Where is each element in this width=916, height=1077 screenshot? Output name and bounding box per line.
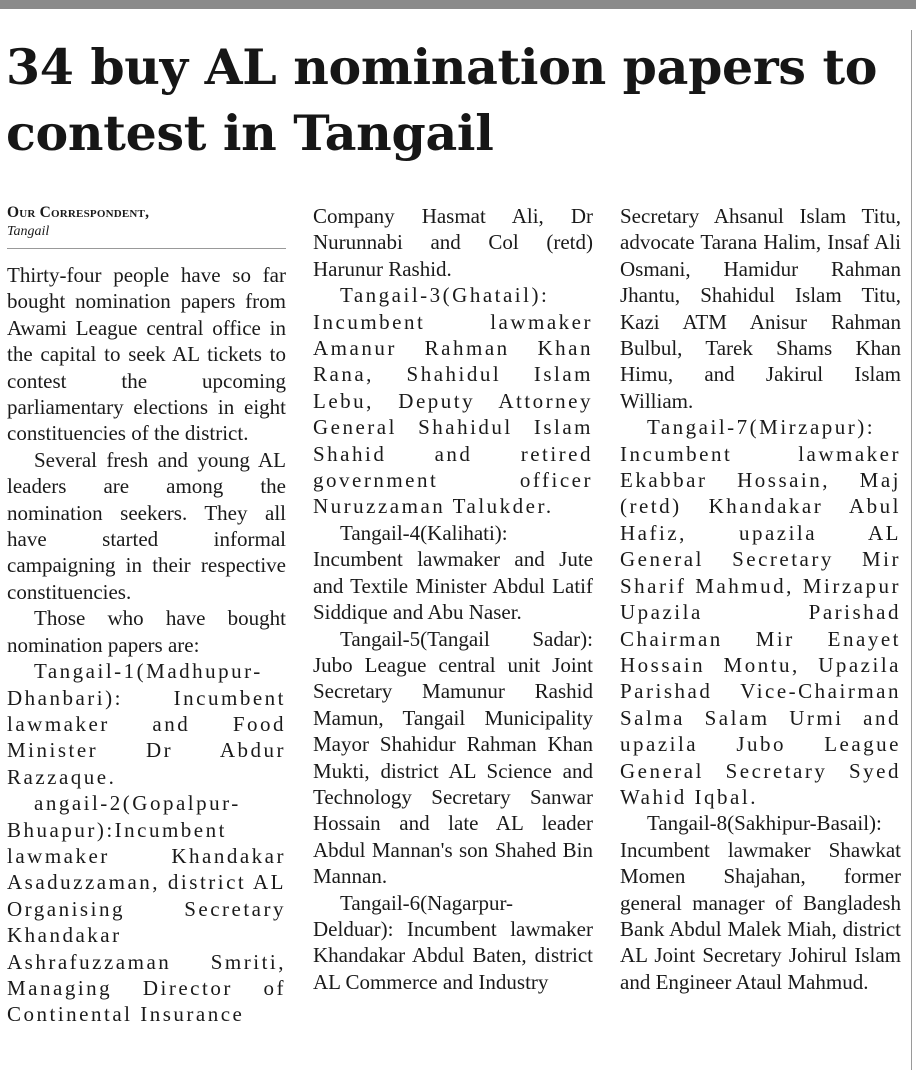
constituency-paragraph: Tangail-7(Mirzapur): Incumbent lawmaker Ekabbar Hossain, Maj (retd) Khandakar Abul Hafiz, upazila AL General Secretary Mir Sharif Mahmud, Mirzapur Upazila Parishad Chairman Mir Enayet Hossain Montu, Upazila Parishad Vice-Chairman Salma Salam Urmi and upazila Jubo League General Secretary Syed Wahid Iqbal. [620, 415, 901, 809]
paragraph: Those who have bought nomination papers are: [7, 606, 286, 657]
article-column-3 [620, 203, 901, 995]
constituency-paragraph: Tangail-4(Kalihati): Incumbent lawmaker and Jute and Textile Minister Abdul Latif Siddique and Abu Naser. [313, 520, 593, 625]
article-column-1 [7, 203, 286, 1028]
article-column-2 [313, 203, 593, 995]
constituency-paragraph: Tangail-6(Nagarpur-Delduar): Incumbent lawmaker Khandakar Abdul Baten, district AL Commerce and Industry [313, 890, 593, 994]
top-rule [0, 0, 916, 9]
constituency-paragraph: Tangail-3(Ghatail): Incumbent lawmaker Amanur Rahman Khan Rana, Shahidul Islam Lebu, Deputy Attorney General Shahidul Islam Shahid and retired government officer Nuruzzaman Talukder. [313, 283, 593, 519]
constituency-paragraph: Tangail-1(Madhupur-Dhanbari): Incumbent lawmaker and Food Minister Dr Abdur Razzaque. [7, 659, 286, 789]
constituency-paragraph: Tangail-8(Sakhipur-Basail): Incumbent lawmaker Shawkat Momen Shajahan, former general manager of Bangladesh Bank Abdul Malek Miah, district AL Joint Secretary Johirul Islam and Engineer Ataul Mahmud. [620, 811, 901, 994]
constituency-paragraph: angail-2(Gopalpur-Bhuapur):Incumbent lawmaker Khandakar Asaduzzaman, district AL Organising Secretary Khandakar Ashrafuzzaman Smriti, Managing Director of Continental Insurance [7, 791, 286, 1027]
headline: 34 buy AL nomination papers to contest in Tangail [6, 38, 878, 162]
paragraph: Several fresh and young AL leaders are among the nomination seekers. They all have started informal campaigning in their respective constituencies. [7, 447, 286, 604]
byline-author: Our Correspondent, [7, 204, 150, 221]
paragraph: Secretary Ahsanul Islam Titu, advocate Tarana Halim, Insaf Ali Osmani, Hamidur Rahman Jhantu, Shahidul Islam Titu, Kazi ATM Anisur Rahman Bulbul, Tarek Shams Khan Himu, and Jakirul Islam William. [620, 204, 901, 413]
byline-divider [7, 248, 286, 249]
column-rule [911, 30, 912, 1070]
byline-location: Tangail [7, 224, 50, 239]
constituency-paragraph: Tangail-5(Tangail Sadar): Jubo League central unit Joint Secretary Mamunur Rashid Mamun, Tangail Municipality Mayor Shahidur Rahman Khan Mukti, district AL Science and Technology Secretary Sanwar Hossain and late AL leader Abdul Mannan's son Shahed Bin Mannan. [313, 626, 593, 889]
paragraph: Thirty-four people have so far bought nomination papers from Awami League central office in the capital to seek AL tickets to contest the upcoming parliamentary elections in eight constituencies of the district. [7, 263, 286, 446]
paragraph: Company Hasmat Ali, Dr Nurunnabi and Col (retd) Harunur Rashid. [313, 204, 593, 281]
